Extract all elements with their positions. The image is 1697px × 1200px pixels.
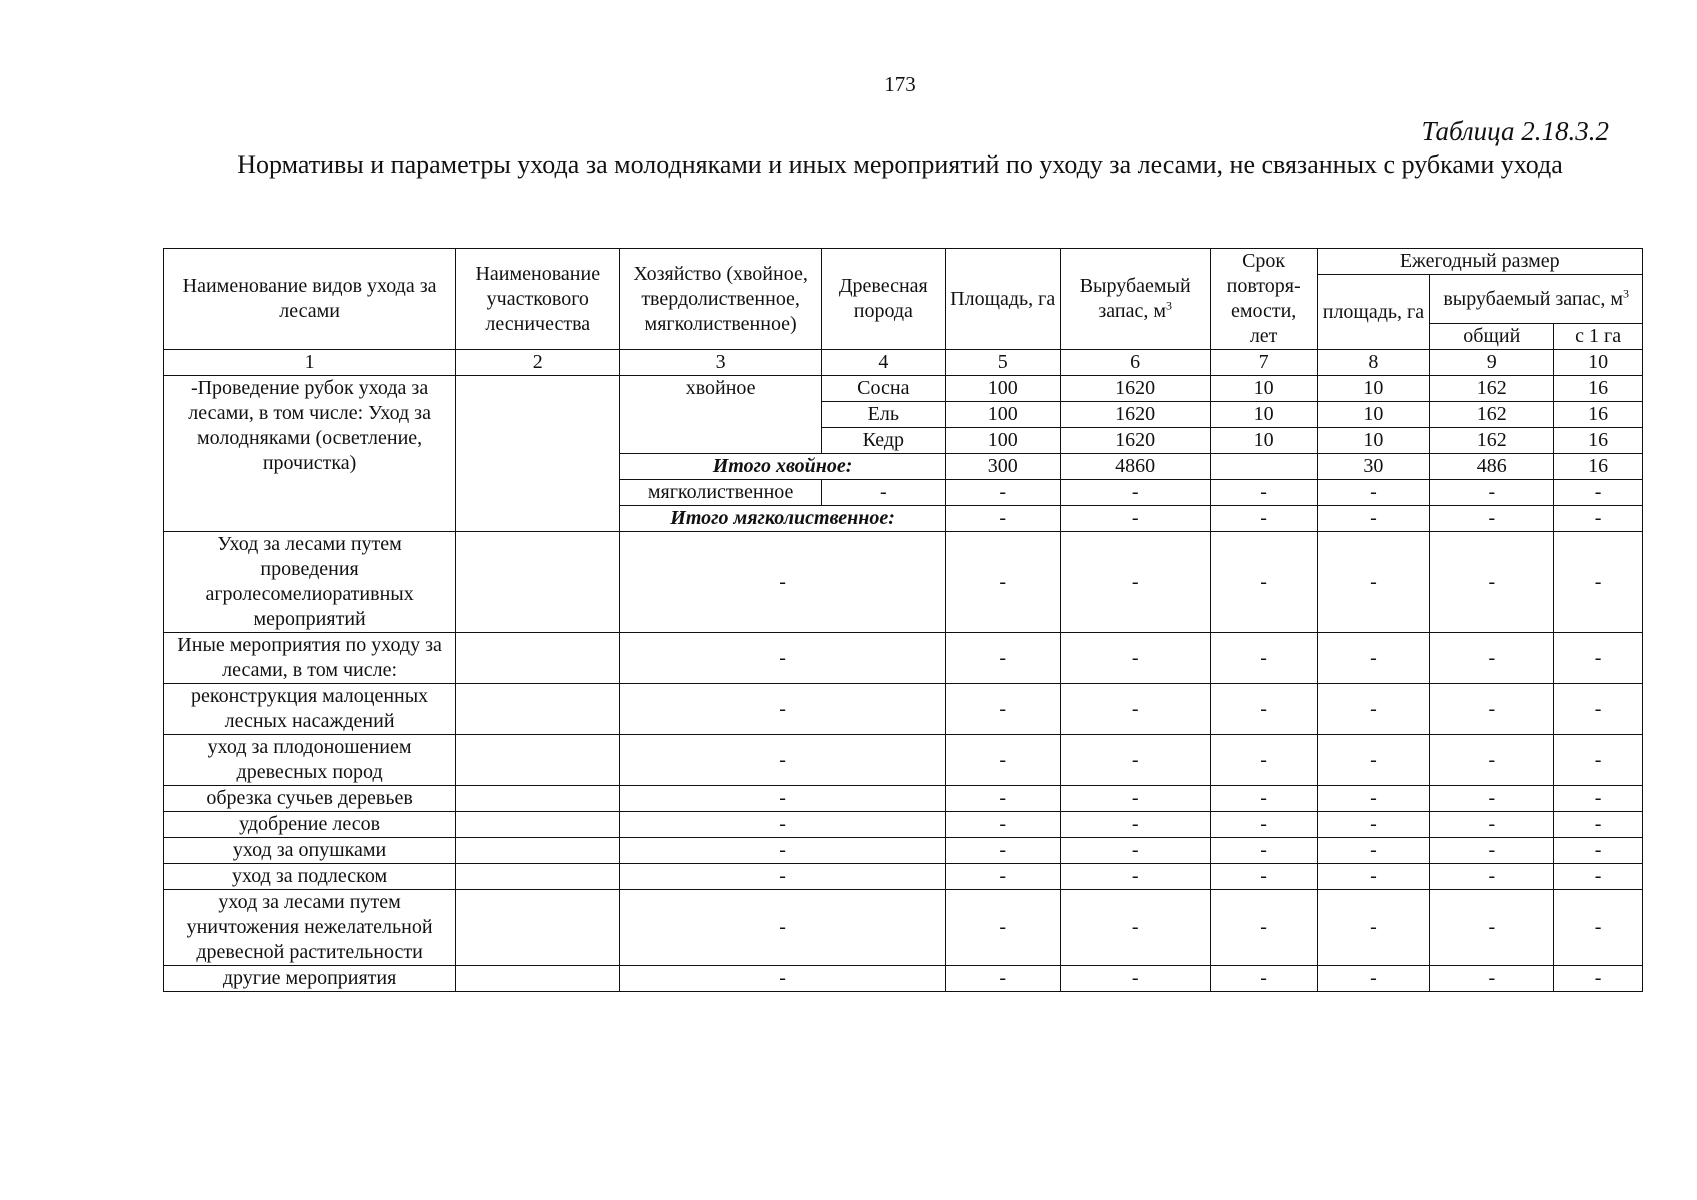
annual-total-cell: - (1430, 890, 1554, 966)
column-number: 7 (1210, 350, 1317, 376)
forestry-cell (456, 735, 620, 786)
header-period: Срок повторя-емости, лет (1210, 249, 1317, 350)
annual-total-cell: 162 (1430, 428, 1554, 454)
row-name: -Проведение рубок ухода за лесами, в том числе: Уход за молодняками (осветление, прочистка) (164, 376, 456, 532)
header-work-type: Наименование видов ухода за лесами (164, 249, 456, 350)
annual-per-ha-cell: - (1554, 812, 1643, 838)
subtotal-label: Итого хвойное: (620, 454, 945, 480)
annual-total-cell: - (1430, 838, 1554, 864)
area-cell: - (945, 838, 1060, 864)
volume-cell: - (1060, 812, 1210, 838)
annual-area-cell: - (1317, 532, 1430, 633)
forestry-cell (456, 376, 620, 532)
period-cell: - (1210, 506, 1317, 532)
area-cell: - (945, 786, 1060, 812)
annual-area-cell: - (1317, 838, 1430, 864)
row-name: уход за опушками (164, 838, 456, 864)
annual-per-ha-cell: - (1554, 532, 1643, 633)
annual-per-ha-cell: - (1554, 480, 1643, 506)
annual-total-cell: - (1430, 786, 1554, 812)
row-name: реконструкция малоценных лесных насаждений (164, 684, 456, 735)
table-row (164, 735, 1643, 786)
area-cell: - (945, 506, 1060, 532)
annual-area-cell: 10 (1317, 402, 1430, 428)
annual-area-cell: - (1317, 812, 1430, 838)
volume-cell: 1620 (1060, 402, 1210, 428)
area-cell: - (945, 735, 1060, 786)
header-species: Древесная порода (821, 249, 945, 350)
row-name: удобрение лесов (164, 812, 456, 838)
column-number: 6 (1060, 350, 1210, 376)
annual-area-cell: - (1317, 786, 1430, 812)
forestry-cell (456, 786, 620, 812)
area-cell: - (945, 890, 1060, 966)
forestry-cell (456, 532, 620, 633)
area-cell: - (945, 480, 1060, 506)
annual-per-ha-cell: - (1554, 966, 1643, 992)
period-cell: 10 (1210, 376, 1317, 402)
volume-cell: - (1060, 506, 1210, 532)
row-name: Уход за лесами путем проведения агролесомелиоративных мероприятий (164, 532, 456, 633)
period-cell: 10 (1210, 402, 1317, 428)
annual-per-ha-cell: - (1554, 864, 1643, 890)
annual-area-cell: 30 (1317, 454, 1430, 480)
norms-table (163, 248, 1643, 992)
area-cell: 100 (945, 428, 1060, 454)
table-row (164, 376, 1643, 402)
header-annual: Ежегодный размер (1317, 249, 1642, 275)
annual-area-cell: 10 (1317, 428, 1430, 454)
period-cell: - (1210, 812, 1317, 838)
header-volume-sup: 3 (1166, 298, 1172, 313)
header-farm: Хозяйство (хвойное, твердолиственное, мягколиственное) (620, 249, 821, 350)
area-cell: - (945, 532, 1060, 633)
annual-total-cell: - (1430, 864, 1554, 890)
table-row (164, 786, 1643, 812)
annual-total-cell: 162 (1430, 376, 1554, 402)
table-row (164, 684, 1643, 735)
area-cell: 100 (945, 402, 1060, 428)
forestry-cell (456, 812, 620, 838)
farm-cell: - (620, 684, 945, 735)
forestry-cell (456, 890, 620, 966)
annual-total-cell: - (1430, 532, 1554, 633)
area-cell: 100 (945, 376, 1060, 402)
annual-per-ha-cell: 16 (1554, 402, 1643, 428)
table-caption: Таблица 2.18.3.2 (1421, 116, 1609, 146)
row-name: уход за плодоношением древесных пород (164, 735, 456, 786)
table-row (164, 812, 1643, 838)
volume-cell: - (1060, 966, 1210, 992)
annual-area-cell: - (1317, 506, 1430, 532)
farm-cell: - (620, 890, 945, 966)
period-cell (1210, 454, 1317, 480)
annual-total-cell: - (1430, 735, 1554, 786)
column-number: 8 (1317, 350, 1430, 376)
annual-per-ha-cell: - (1554, 786, 1643, 812)
header-area: Площадь, га (945, 249, 1060, 350)
area-cell: - (945, 633, 1060, 684)
row-name: другие мероприятия (164, 966, 456, 992)
annual-total-cell: 486 (1430, 454, 1554, 480)
farm-cell: - (620, 864, 945, 890)
volume-cell: - (1060, 864, 1210, 890)
table-row (164, 890, 1643, 966)
volume-cell: - (1060, 735, 1210, 786)
annual-area-cell: - (1317, 966, 1430, 992)
column-number: 9 (1430, 350, 1554, 376)
header-annual-area: площадь, га (1317, 275, 1430, 350)
farm-cell: - (620, 735, 945, 786)
annual-per-ha-cell: 16 (1554, 376, 1643, 402)
farm-cell: - (620, 786, 945, 812)
species-cell: Ель (821, 402, 945, 428)
row-name: обрезка сучьев деревьев (164, 786, 456, 812)
page-number: 173 (884, 72, 916, 96)
header-volume (1060, 249, 1210, 350)
annual-total-cell: - (1430, 966, 1554, 992)
annual-per-ha-cell: - (1554, 838, 1643, 864)
farm-cell: - (620, 838, 945, 864)
farm-cell: - (620, 812, 945, 838)
annual-per-ha-cell: - (1554, 506, 1643, 532)
volume-cell: 4860 (1060, 454, 1210, 480)
period-cell: - (1210, 864, 1317, 890)
annual-per-ha-cell: 16 (1554, 454, 1643, 480)
area-cell: - (945, 812, 1060, 838)
annual-total-cell: - (1430, 684, 1554, 735)
table-row (164, 838, 1643, 864)
header-forestry: Наименование участкового лесничества (456, 249, 620, 350)
annual-total-cell: 162 (1430, 402, 1554, 428)
annual-area-cell: - (1317, 480, 1430, 506)
forestry-cell (456, 633, 620, 684)
forestry-cell (456, 684, 620, 735)
header-annual-per-ha: с 1 га (1554, 324, 1643, 350)
volume-cell: - (1060, 684, 1210, 735)
annual-area-cell: - (1317, 890, 1430, 966)
table-row (164, 633, 1643, 684)
column-number: 1 (164, 350, 456, 376)
header-annual-volume-sup: 3 (1623, 285, 1630, 300)
column-numbers-row (164, 350, 1643, 376)
annual-total-cell: - (1430, 812, 1554, 838)
column-number: 2 (456, 350, 620, 376)
annual-area-cell: 10 (1317, 376, 1430, 402)
area-cell: - (945, 684, 1060, 735)
volume-cell: - (1060, 532, 1210, 633)
species-cell: - (821, 480, 945, 506)
header-volume-text: Вырубаемый запас, м (1079, 275, 1191, 322)
annual-total-cell: - (1430, 506, 1554, 532)
volume-cell: - (1060, 890, 1210, 966)
period-cell: - (1210, 684, 1317, 735)
row-name: уход за подлеском (164, 864, 456, 890)
column-number: 10 (1554, 350, 1643, 376)
area-cell: 300 (945, 454, 1060, 480)
farm-cell: - (620, 532, 945, 633)
area-cell: - (945, 966, 1060, 992)
column-number: 5 (945, 350, 1060, 376)
annual-area-cell: - (1317, 735, 1430, 786)
table-row (164, 532, 1643, 633)
farm-cell: - (620, 633, 945, 684)
volume-cell: - (1060, 633, 1210, 684)
volume-cell: - (1060, 838, 1210, 864)
period-cell: 10 (1210, 428, 1317, 454)
header-annual-total: общий (1430, 324, 1554, 350)
period-cell: - (1210, 786, 1317, 812)
document-title: Нормативы и параметры ухода за молодняками и иных мероприятий по уходу за лесами, не связанных с рубками ухода (237, 150, 1563, 179)
forestry-cell (456, 864, 620, 890)
row-name: Иные мероприятия по уходу за лесами, в том числе: (164, 633, 456, 684)
volume-cell: 1620 (1060, 376, 1210, 402)
row-name: уход за лесами путем уничтожения нежелательной древесной растительности (164, 890, 456, 966)
table-row (164, 864, 1643, 890)
header-annual-volume (1430, 275, 1643, 324)
annual-area-cell: - (1317, 633, 1430, 684)
annual-total-cell: - (1430, 633, 1554, 684)
period-cell: - (1210, 890, 1317, 966)
annual-area-cell: - (1317, 684, 1430, 735)
period-cell: - (1210, 966, 1317, 992)
farm-cell: мягколиственное (620, 480, 821, 506)
column-number: 3 (620, 350, 821, 376)
volume-cell: - (1060, 786, 1210, 812)
annual-per-ha-cell: - (1554, 684, 1643, 735)
annual-per-ha-cell: - (1554, 890, 1643, 966)
species-cell: Кедр (821, 428, 945, 454)
farm-cell: - (620, 966, 945, 992)
volume-cell: 1620 (1060, 428, 1210, 454)
forestry-cell (456, 966, 620, 992)
forestry-cell (456, 838, 620, 864)
area-cell: - (945, 864, 1060, 890)
subtotal-label: Итого мягколиственное: (620, 506, 945, 532)
column-number: 4 (821, 350, 945, 376)
header-annual-volume-text: вырубаемый запас, м (1443, 287, 1624, 310)
period-cell: - (1210, 838, 1317, 864)
period-cell: - (1210, 532, 1317, 633)
period-cell: - (1210, 480, 1317, 506)
farm-cell: хвойное (620, 376, 821, 454)
annual-total-cell: - (1430, 480, 1554, 506)
table-row (164, 966, 1643, 992)
period-cell: - (1210, 633, 1317, 684)
volume-cell: - (1060, 480, 1210, 506)
annual-per-ha-cell: - (1554, 633, 1643, 684)
annual-per-ha-cell: - (1554, 735, 1643, 786)
annual-per-ha-cell: 16 (1554, 428, 1643, 454)
period-cell: - (1210, 735, 1317, 786)
species-cell: Сосна (821, 376, 945, 402)
annual-area-cell: - (1317, 864, 1430, 890)
